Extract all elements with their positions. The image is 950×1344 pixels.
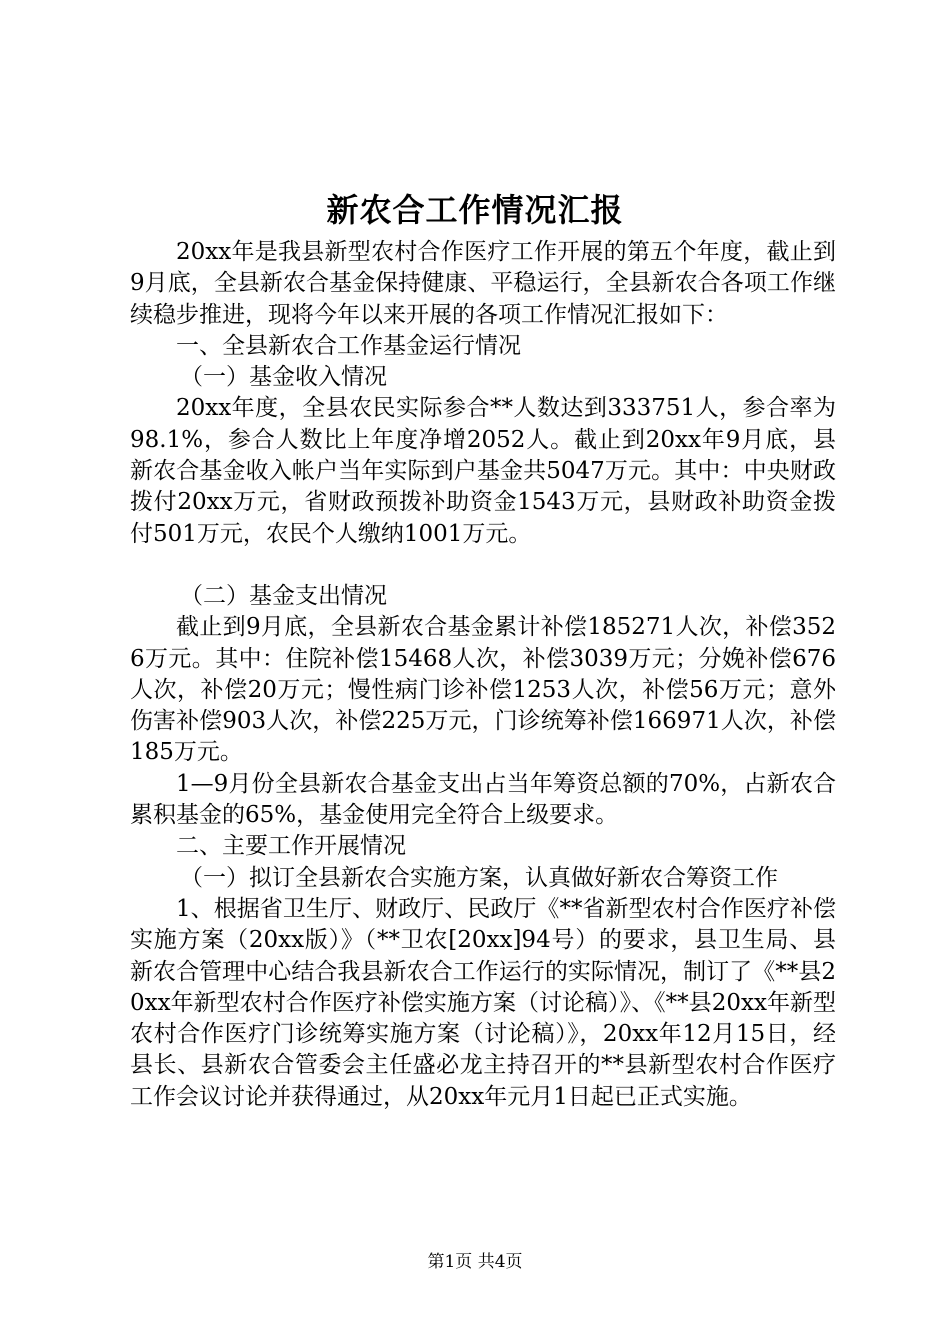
paragraph-spacer — [130, 550, 836, 581]
page-footer: 第1页 共4页 — [427, 1252, 523, 1272]
income-paragraph: 20xx年度，全县农民实际参合**人数达到333751人，参合率为98.1%，参合人数比上年度净增2052人。截止到20xx年9月底，县新农合基金收入帐户当年实际到户基金共5047万元。其中：中央财政拨付20xx万元，省财政预拨补助资金1543万元，县财政补助资金拨付501万元，农民个人缴纳1001万元。 — [130, 395, 836, 547]
section-heading-2: 二、主要工作开展情况 — [176, 833, 406, 860]
subsection-heading-plan: （一）拟订全县新农合实施方案，认真做好新农合筹资工作 — [180, 864, 778, 891]
document-title: 新农合工作情况汇报 — [326, 191, 624, 229]
fund-usage-paragraph: 1—9月份全县新农合基金支出占当年筹资总额的70%，占新农合累积基金的65%，基金使用完全符合上级要求。 — [130, 770, 836, 829]
intro-paragraph: 20xx年是我县新型农村合作医疗工作开展的第五个年度，截止到9月底，全县新农合基金保持健康、平稳运行，全县新农合各项工作继续稳步推进，现将今年以来开展的各项工作情况汇报如下： — [130, 239, 836, 328]
subsection-heading-income: （一）基金收入情况 — [180, 364, 387, 391]
subsection-heading-expenditure: （二）基金支出情况 — [180, 582, 387, 609]
plan-paragraph: 1、根据省卫生厅、财政厅、民政厅《**省新型农村合作医疗补偿实施方案（20xx版）》（**卫农[20xx]94号）的要求，县卫生局、县新农合管理中心结合我县新农合工作运行的实际情况，制订了《**县20xx年新型农村合作医疗补偿实施方案（讨论稿）》、《**县20xx年新型农村合作医疗门诊统筹实施方案（讨论稿）》，20xx年12月15日，经县长、县新农合管委会主任盛必龙主持召开的**县新型农村合作医疗工作会议讨论并获得通过，从20xx年元月1日起已正式实施。 — [130, 895, 836, 1110]
document-body — [130, 237, 836, 1113]
section-heading-1: 一、全县新农合工作基金运行情况 — [176, 332, 521, 359]
expenditure-paragraph: 截止到9月底，全县新农合基金累计补偿185271人次，补偿3526万元。其中：住院补偿15468人次，补偿3039万元；分娩补偿676人次，补偿20万元；慢性病门诊补偿1253人次，补偿56万元；意外伤害补偿903人次，补偿225万元，门诊统筹补偿166971人次，补偿185万元。 — [130, 614, 836, 766]
